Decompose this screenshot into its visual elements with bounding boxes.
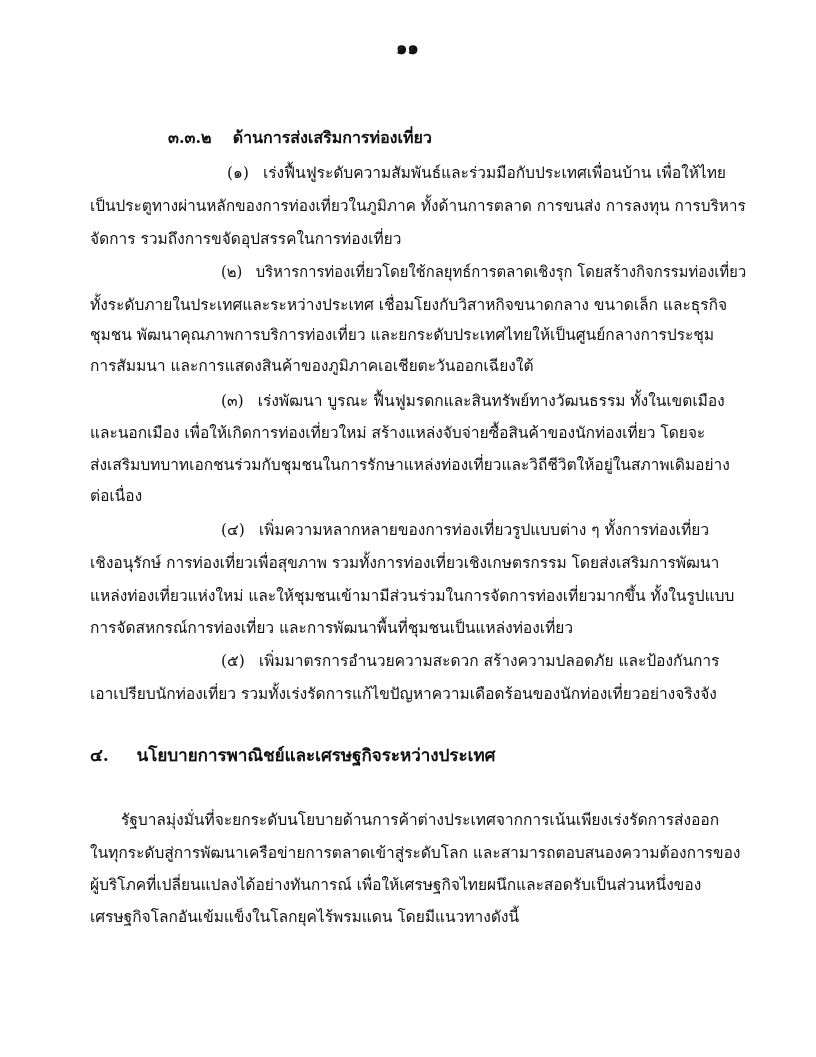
item-text: เพิ่มมาตรการอำนวยความสะดวก สร้างความปลอดภัย และป้องกันการ xyxy=(258,652,720,670)
paragraph-line: เศรษฐกิจโลกอันเข้มแข็งในโลกยุคไร้พรมแดน โดยมีแนวทางดังนี้ xyxy=(90,908,520,926)
list-item-3-line: และนอกเมือง เพื่อให้เกิดการท่องเที่ยวใหม่ สร้างแหล่งจับจ่ายซื้อสินค้าของนักท่องเที่ยว โดยจะ xyxy=(90,424,706,442)
paragraph-line: ในทุกระดับสู่การพัฒนาเครือข่ายการตลาดเข้าสู่ระดับโลก และสามารถตอบสนองความต้องการของ xyxy=(90,844,741,862)
page-number: ๑๑ xyxy=(396,38,419,59)
item-text: เพิ่มความหลากหลายของการท่องเที่ยวรูปแบบต่าง ๆ ทั้งการท่องเที่ยว xyxy=(258,521,710,539)
list-item-1-first-line xyxy=(227,163,726,183)
list-item-3-line: ส่งเสริมบทบาทเอกชนร่วมกับชุมชนในการรักษาแหล่งท่องเที่ยวและวิถีชีวิตให้อยู่ในสภาพเดิมอย่าง xyxy=(90,456,730,474)
list-item-3-line: ต่อเนื่อง xyxy=(90,487,143,505)
list-item-1-line: จัดการ รวมถึงการขจัดอุปสรรคในการท่องเที่ยว xyxy=(90,230,402,248)
item-number: (๔) xyxy=(221,521,245,539)
list-item-1-line: เป็นประตูทางผ่านหลักของการท่องเที่ยวในภูมิภาค ทั้งด้านการตลาด การขนส่ง การลงทุน การบริหาร xyxy=(90,197,746,215)
list-item-4-line: เชิงอนุรักษ์ การท่องเที่ยวเพื่อสุขภาพ รวมทั้งการท่องเที่ยวเชิงเกษตรกรรม โดยส่งเสริมการพัฒนา xyxy=(90,554,720,572)
item-text: เร่งพัฒนา บูรณะ ฟื้นฟูมรดกและสินทรัพย์ทางวัฒนธรรม ทั้งในเขตเมือง xyxy=(257,392,725,410)
item-number: (๓) xyxy=(221,392,244,410)
section-number: ๔. xyxy=(90,746,109,766)
list-item-4-line: แหล่งท่องเที่ยวแห่งใหม่ และให้ชุมชนเข้ามามีส่วนร่วมในการจัดการท่องเที่ยวมากขึ้น ทั้งในรูปแบบ xyxy=(90,587,735,605)
list-item-4-first-line xyxy=(221,520,709,540)
subsection-title: ด้านการส่งเสริมการท่องเที่ยว xyxy=(232,128,432,147)
section-title: นโยบายการพาณิชย์และเศรษฐกิจระหว่างประเทศ xyxy=(136,746,496,766)
list-item-5-first-line xyxy=(221,651,719,671)
list-item-5-line: เอาเปรียบนักท่องเที่ยว รวมทั้งเร่งรัดการแก้ไขปัญหาความเดือดร้อนของนักท่องเที่ยวอย่างจริงจัง xyxy=(90,685,717,703)
list-item-2-line: การสัมมนา และการแสดงสินค้าของภูมิภาคเอเชียตะวันออกเฉียงใต้ xyxy=(90,357,534,375)
list-item-2-first-line xyxy=(221,262,746,282)
list-item-4-line: การจัดสหกรณ์การท่องเที่ยว และการพัฒนาพื้นที่ชุมชนเป็นแหล่งท่องเที่ยว xyxy=(90,619,574,637)
subsection-heading xyxy=(168,128,432,148)
section-heading xyxy=(90,746,495,766)
item-text: บริหารการท่องเที่ยวโดยใช้กลยุทธ์การตลาดเชิงรุก โดยสร้างกิจกรรมท่องเที่ยว xyxy=(255,263,747,281)
item-number: (๒) xyxy=(221,263,243,281)
list-item-2-line: ชุมชน พัฒนาคุณภาพการบริการท่องเที่ยว และยกระดับประเทศไทยให้เป็นศูนย์กลางการประชุม xyxy=(90,326,715,344)
item-number: (๕) xyxy=(221,652,245,670)
list-item-3-first-line xyxy=(221,391,725,411)
paragraph-line: ผู้บริโภคที่เปลี่ยนแปลงได้อย่างทันการณ์ เพื่อให้เศรษฐกิจไทยผนึกและสอดรับเป็นส่วนหนึ่งของ xyxy=(90,876,702,894)
item-text: เร่งฟื้นฟูระดับความสัมพันธ์และร่วมมือกับประเทศเพื่อนบ้าน เพื่อให้ไทย xyxy=(262,164,727,182)
paragraph-line: รัฐบาลมุ่งมั่นที่จะยกระดับนโยบายด้านการค้าต่างประเทศจากการเน้นเพียงเร่งรัดการส่งออก xyxy=(121,811,720,829)
subsection-number: ๓.๓.๒ xyxy=(168,128,212,147)
item-number: (๑) xyxy=(227,164,249,182)
list-item-2-line: ทั้งระดับภายในประเทศและระหว่างประเทศ เชื่อมโยงกับวิสาหกิจขนาดกลาง ขนาดเล็ก และธุรกิจ xyxy=(90,296,728,314)
